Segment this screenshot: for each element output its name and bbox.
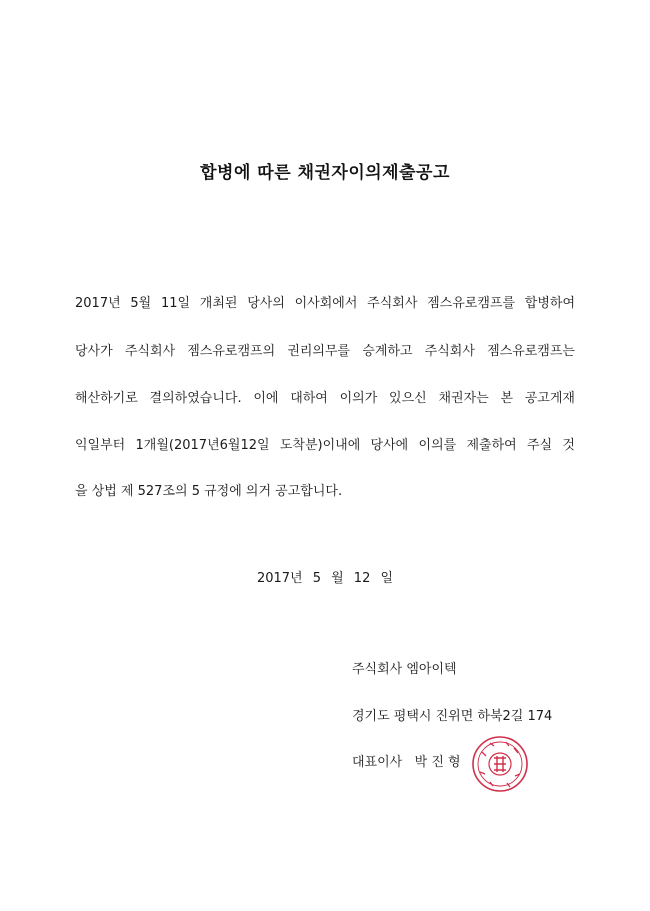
body-line-4: 익일부터 1개월(2017년6월12일 도착분)이내에 당사에 이의를 제출하여 주실 것	[75, 438, 575, 453]
representative-name: 대표이사 박 진 형	[352, 755, 461, 770]
body-line-5: 을 상법 제 527조의 5 규정에 의거 공고합니다.	[75, 484, 343, 499]
company-address: 경기도 평택시 진위면 하북2길 174	[352, 709, 553, 724]
notice-title: 합병에 따른 채권자이의제출공고	[200, 163, 450, 183]
body-line-3: 해산하기로 결의하였습니다. 이에 대하여 이의가 있으신 채권자는 본 공고게재	[75, 391, 575, 406]
body-line-2: 당사가 주식회사 젬스유로캠프의 권리의무를 승계하고 주식회사 젬스유로캠프는	[75, 344, 575, 359]
company-seal-stamp	[470, 734, 530, 794]
notice-date: 2017년 5 월 12 일	[256, 571, 394, 586]
company-name: 주식회사 엠아이텍	[352, 662, 457, 677]
body-line-1: 2017년 5월 11일 개최된 당사의 이사회에서 주식회사 젬스유로캠프를 합병하여	[75, 296, 575, 311]
